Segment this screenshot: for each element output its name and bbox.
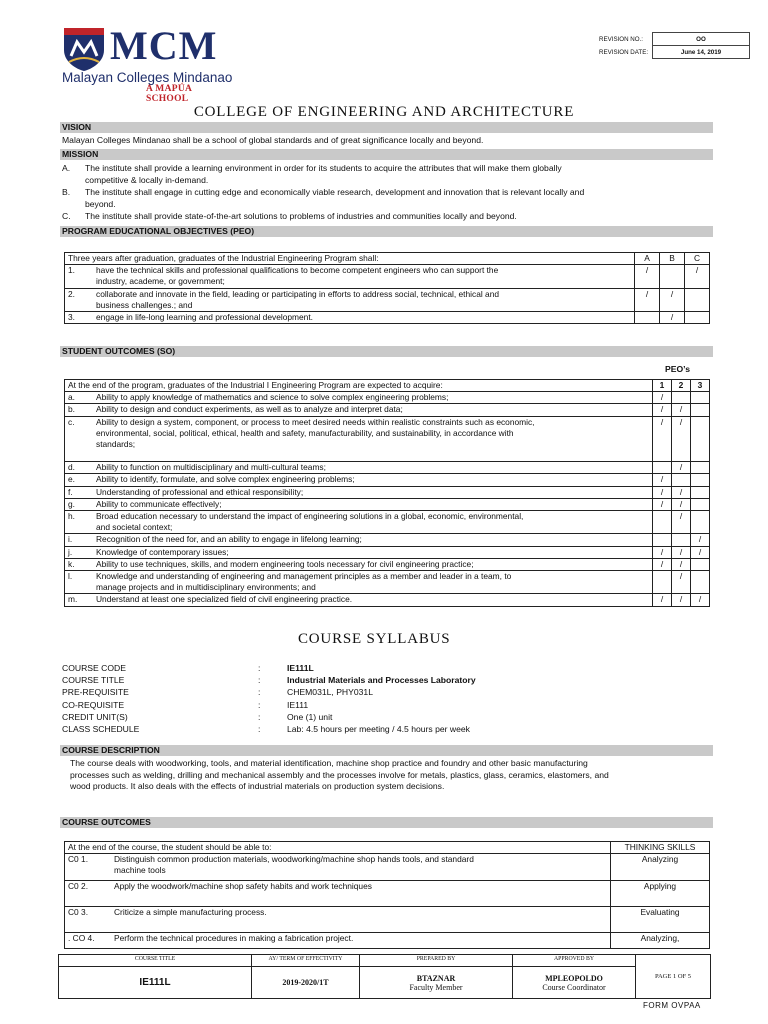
table-row: a. Ability to apply knowledge of mathematics and science to solve complex engineering problems; / — [65, 392, 710, 404]
table-row: k. Ability to use techniques, skills, and modern engineering tools necessary for civil engineering practice; / / — [65, 558, 710, 570]
revision-no-value: OO — [653, 33, 750, 46]
school-name: Malayan Colleges Mindanao — [62, 70, 233, 85]
table-row: c. Ability to design a system, component, or process to meet desired needs within realistic constraints such as economic, environmental, social, political, ethical, health and safety, manufacturability, and sustainability, in accordance with standards; / / — [65, 416, 710, 462]
thinking-skills-header: THINKING SKILLS — [611, 842, 710, 854]
approved-by-role: Course Coordinator — [542, 982, 606, 992]
table-row: C0 1. Distinguish common production materials, woodworking/machine shop hands tools, and standard machine tools Analyzing — [65, 854, 710, 881]
mission-heading: MISSION — [60, 149, 713, 160]
revision-no-label: REVISION NO.: — [599, 35, 644, 43]
description-heading: COURSE DESCRIPTION — [60, 745, 713, 756]
table-row: e. Ability to identify, formulate, and solve complex engineering problems; / — [65, 474, 710, 486]
footer-h-approved: APPROVED BY — [513, 955, 636, 967]
vision-heading: VISION — [60, 122, 713, 133]
table-row — [65, 842, 710, 854]
form-label: FORM OVPAA — [643, 1001, 701, 1010]
shield-icon — [62, 26, 106, 72]
footer-course: IE111L — [59, 967, 252, 999]
table-row: f. Understanding of professional and ethical responsibility; / / — [65, 486, 710, 498]
prepared-by-name: BTAZNAR — [416, 973, 456, 983]
outcomes-intro: At the end of the course, the student should be able to: — [65, 842, 611, 854]
peo-table — [64, 252, 710, 324]
so-intro: At the end of the program, graduates of the Industrial I Engineering Program are expected to acquire: — [65, 380, 653, 392]
school-subtitle: A MAPÚA SCHOOL — [146, 84, 192, 104]
outcomes-heading: COURSE OUTCOMES — [60, 817, 713, 828]
mission-item-c: C. — [62, 211, 71, 221]
footer-h-prepared: PREPARED BY — [360, 955, 513, 967]
prepared-by-role: Faculty Member — [409, 982, 463, 992]
school-logo — [62, 23, 233, 104]
mission-item-a: A. — [62, 163, 71, 173]
vision-text: Malayan Colleges Mindanao shall be a school of global standards and of great significance locally and beyond. — [62, 135, 484, 145]
table-row: i. Recognition of the need for, and an ability to engage in lifelong learning; / — [65, 534, 710, 546]
table-row: 2. collaborate and innovate in the field, leading or participating in efforts to address social, technical, ethical and business challenges.; and / / — [65, 288, 710, 311]
syllabus-title: COURSE SYLLABUS — [298, 631, 451, 647]
so-table — [64, 379, 710, 607]
peo-heading: PROGRAM EDUCATIONAL OBJECTIVES (PEO) — [60, 226, 713, 237]
thinking-skill: Applying — [611, 881, 710, 907]
table-row: 3. engage in life-long learning and professional development. / — [65, 312, 710, 324]
revision-date-label: REVISION DATE: — [599, 48, 649, 56]
mission-item-a-text: The institute shall provide a learning environment in order for its students to acquire the attributes that will make them globally competitive & locally in-demand. — [85, 163, 562, 185]
table-row — [65, 253, 710, 265]
table-row: l. Knowledge and understanding of engineering and management principles as a member and leader in a team, to manage projects and in multidisciplinary environments; and / — [65, 571, 710, 594]
footer-table — [58, 954, 711, 999]
logo-wordmark: MCM — [110, 23, 218, 68]
peo-col-b: B — [660, 253, 685, 265]
so-col-1: 1 — [653, 380, 672, 392]
thinking-skill: Analyzing — [611, 854, 710, 881]
table-row — [59, 955, 711, 967]
footer-h-term: AY/ TERM OF EFFECTIVITY — [252, 955, 360, 967]
so-col-2: 2 — [672, 380, 691, 392]
mission-item-c-text: The institute shall provide state-of-the-art solutions to problems of industries and communities locally and beyond. — [85, 211, 517, 221]
course-description: The course deals with woodworking, tools, and material identification, machine shop practice and foundry and other basic manufacturing processes such as welding, drilling and mechanical assembly and the processes involve for metals, plastics, glass, ceramics, elastomers, and wood products. It also deals with the effects of industrial materials on production system decisions. — [70, 758, 609, 791]
peo-intro: Three years after graduation, graduates of the Industrial Engineering Program shall: — [65, 253, 635, 265]
co-body — [65, 854, 710, 949]
table-row: 1. have the technical skills and professional qualifications to become competent engineers who can support the industry, academe, or government; / / — [65, 265, 710, 288]
peo-col-a: A — [635, 253, 660, 265]
table-row: j. Knowledge of contemporary issues; / / / — [65, 546, 710, 558]
table-row: C0 3. Criticize a simple manufacturing process. Evaluating — [65, 907, 710, 933]
table-row: . CO 4. Perform the technical procedures in making a fabrication project. Analyzing, — [65, 933, 710, 949]
table-row: C0 2. Apply the woodwork/machine shop safety habits and work techniques Applying — [65, 881, 710, 907]
college-title: COLLEGE OF ENGINEERING AND ARCHITECTURE — [193, 104, 575, 120]
table-row: b. Ability to design and conduct experiments, as well as to analyze and interpret data; / / — [65, 404, 710, 416]
thinking-skill: Analyzing, — [611, 933, 710, 949]
revision-date-value: June 14, 2019 — [653, 46, 750, 59]
table-row: m. Understand at least one specialized field of civil engineering practice. / / / — [65, 594, 710, 606]
table-row — [65, 380, 710, 392]
footer-term: 2019-2020/1T — [252, 967, 360, 999]
peo-col-c: C — [685, 253, 710, 265]
table-row: g. Ability to communicate effectively; / / — [65, 498, 710, 510]
revision-block — [596, 32, 750, 59]
peo-label: PEO’s — [665, 364, 690, 374]
table-row: d. Ability to function on multidisciplinary and multi-cultural teams; / — [65, 462, 710, 474]
table-row: h. Broad education necessary to understand the impact of engineering solutions in a global, economic, environmental, and societal context; / — [65, 511, 710, 534]
table-row — [59, 967, 711, 999]
footer-h-course: COURSE TITLE — [59, 955, 252, 967]
thinking-skill: Evaluating — [611, 907, 710, 933]
approved-by-name: MPLEOPOLDO — [545, 973, 603, 983]
course-outcomes-table — [64, 841, 710, 949]
so-body — [65, 392, 710, 606]
page-number: PAGE 1 OF 5 — [636, 955, 711, 999]
mission-item-b: B. — [62, 187, 71, 197]
so-col-3: 3 — [691, 380, 710, 392]
so-heading: STUDENT OUTCOMES (SO) — [60, 346, 713, 357]
mission-item-b-text: The institute shall engage in cutting edge and economically viable research, development and innovation that is relevant locally and beyond. — [85, 187, 585, 209]
